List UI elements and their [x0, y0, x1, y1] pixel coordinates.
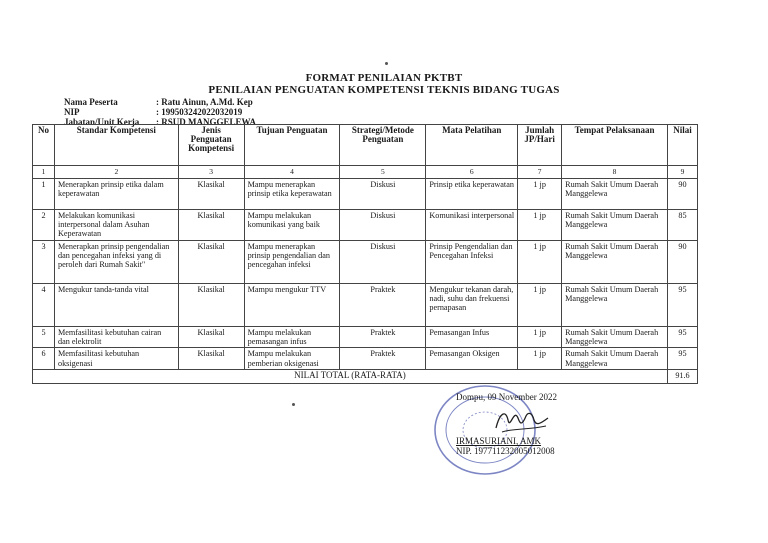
document-subtitle: PENILAIAN PENGUATAN KOMPETENSI TEKNIS BIDANG TUGAS	[208, 84, 560, 96]
cell-strategi: Diskusi	[340, 179, 426, 210]
cell-no: 6	[33, 348, 55, 369]
cell-jenis: Klasikal	[178, 348, 244, 369]
cell-tujuan: Mampu melakukan pemberian oksigenasi	[244, 348, 340, 369]
cell-no: 4	[33, 284, 55, 327]
cell-mata: Pemasangan Infus	[426, 327, 518, 348]
cell-tempat: Rumah Sakit Umum Daerah Manggelewa	[562, 179, 668, 210]
cell-nilai: 95	[667, 348, 697, 369]
cell-mata: Mengukur tekanan darah, nadi, suhu dan frekuensi pernapasan	[426, 284, 518, 327]
column-number: 6	[426, 166, 518, 179]
cell-standar: Mengukur tanda-tanda vital	[54, 284, 178, 327]
scan-speck	[385, 62, 388, 65]
cell-jenis: Klasikal	[178, 210, 244, 241]
cell-tujuan: Mampu melakukan komunikasi yang baik	[244, 210, 340, 241]
cell-no: 1	[33, 179, 55, 210]
header-standar: Standar Kompetensi	[54, 125, 178, 166]
column-number: 5	[340, 166, 426, 179]
total-row	[33, 369, 698, 383]
column-number: 1	[33, 166, 55, 179]
signer-nip: NIP. 197711232005012008	[456, 446, 555, 456]
cell-standar: Memfasilitasi kebutuhan cairan dan elektrolit	[54, 327, 178, 348]
table-row	[33, 210, 698, 241]
cell-strategi: Diskusi	[340, 241, 426, 284]
cell-tujuan: Mampu menerapkan prinsip pengendalian dan pencegahan infeksi	[244, 241, 340, 284]
identity-label: Nama Peserta	[64, 97, 118, 107]
cell-no: 3	[33, 241, 55, 284]
identity-label: NIP	[64, 107, 80, 117]
header-no: No	[33, 125, 55, 166]
column-number: 2	[54, 166, 178, 179]
header-mata: Mata Pelatihan	[426, 125, 518, 166]
cell-tempat: Rumah Sakit Umum Daerah Manggelewa	[562, 210, 668, 241]
cell-jenis: Klasikal	[178, 327, 244, 348]
document-title: FORMAT PENILAIAN PKTBT	[305, 72, 463, 84]
cell-tujuan: Mampu melakukan pemasangan infus	[244, 327, 340, 348]
participant-identity	[64, 97, 256, 127]
cell-nilai: 90	[667, 179, 697, 210]
column-number-row	[33, 166, 698, 179]
identity-value: : RSUD MANGGELEWA	[156, 117, 257, 127]
column-number: 9	[667, 166, 697, 179]
cell-nilai: 85	[667, 210, 697, 241]
identity-value: : Ratu Ainun, A.Md. Kep	[156, 97, 253, 107]
identity-value: : 199503242022032019	[156, 107, 243, 117]
cell-jp: 1 jp	[518, 327, 562, 348]
cell-mata: Prinsip Pengendalian dan Pencegahan Infeksi	[426, 241, 518, 284]
column-number: 3	[178, 166, 244, 179]
handwritten-signature	[492, 404, 552, 436]
table-row	[33, 348, 698, 369]
cell-standar: Melakukan komunikasi interpersonal dalam Asuhan Keperawatan	[54, 210, 178, 241]
column-number: 7	[518, 166, 562, 179]
identity-row-nip	[64, 107, 256, 117]
cell-strategi: Praktek	[340, 284, 426, 327]
header-jenis: Jenis Penguatan Kompetensi	[178, 125, 244, 166]
cell-jp: 1 jp	[518, 284, 562, 327]
cell-no: 5	[33, 327, 55, 348]
cell-jp: 1 jp	[518, 210, 562, 241]
identity-label: Jabatan/Unit Kerja	[64, 117, 140, 127]
cell-standar: Menerapkan prinsip pengendalian dan pencegahan infeksi yang di peroleh dari Rumah Sakit"	[54, 241, 178, 284]
header-strategi: Strategi/Metode Penguatan	[340, 125, 426, 166]
cell-jenis: Klasikal	[178, 284, 244, 327]
cell-nilai: 90	[667, 241, 697, 284]
cell-no: 2	[33, 210, 55, 241]
table-row	[33, 241, 698, 284]
scan-speck	[292, 403, 295, 406]
cell-tempat: Rumah Sakit Umum Daerah Manggelewa	[562, 327, 668, 348]
cell-tujuan: Mampu mengukur TTV	[244, 284, 340, 327]
cell-jp: 1 jp	[518, 179, 562, 210]
assessment-table	[32, 124, 698, 384]
cell-strategi: Praktek	[340, 348, 426, 369]
total-value: 91.6	[667, 369, 697, 383]
cell-tempat: Rumah Sakit Umum Daerah Manggelewa	[562, 284, 668, 327]
cell-strategi: Praktek	[340, 327, 426, 348]
cell-tempat: Rumah Sakit Umum Daerah Manggelewa	[562, 348, 668, 369]
header-tempat: Tempat Pelaksanaan	[562, 125, 668, 166]
cell-jenis: Klasikal	[178, 179, 244, 210]
column-number: 8	[562, 166, 668, 179]
table-row	[33, 327, 698, 348]
header-nilai: Nilai	[667, 125, 697, 166]
cell-nilai: 95	[667, 327, 697, 348]
total-label: NILAI TOTAL (RATA-RATA)	[33, 369, 668, 383]
signer-name: IRMASURIANI, AMK	[456, 436, 542, 446]
cell-strategi: Diskusi	[340, 210, 426, 241]
cell-standar: Menerapkan prinsip etika dalam keperawatan	[54, 179, 178, 210]
cell-mata: Komunikasi interpersonal	[426, 210, 518, 241]
header-tujuan: Tujuan Penguatan	[244, 125, 340, 166]
table-row	[33, 284, 698, 327]
cell-jp: 1 jp	[518, 348, 562, 369]
cell-nilai: 95	[667, 284, 697, 327]
cell-mata: Pemasangan Oksigen	[426, 348, 518, 369]
cell-tempat: Rumah Sakit Umum Daerah Manggelewa	[562, 241, 668, 284]
table-header-row	[33, 125, 698, 166]
cell-jp: 1 jp	[518, 241, 562, 284]
signature-date: Dompu, 09 November 2022	[456, 392, 557, 402]
column-number: 4	[244, 166, 340, 179]
cell-tujuan: Mampu menerapkan prinsip etika keperawatan	[244, 179, 340, 210]
cell-mata: Prinsip etika keperawatan	[426, 179, 518, 210]
cell-standar: Memfasilitasi kebutuhan oksigenasi	[54, 348, 178, 369]
cell-jenis: Klasikal	[178, 241, 244, 284]
identity-row-name	[64, 97, 256, 107]
table-row	[33, 179, 698, 210]
header-jp: Jumlah JP/Hari	[518, 125, 562, 166]
